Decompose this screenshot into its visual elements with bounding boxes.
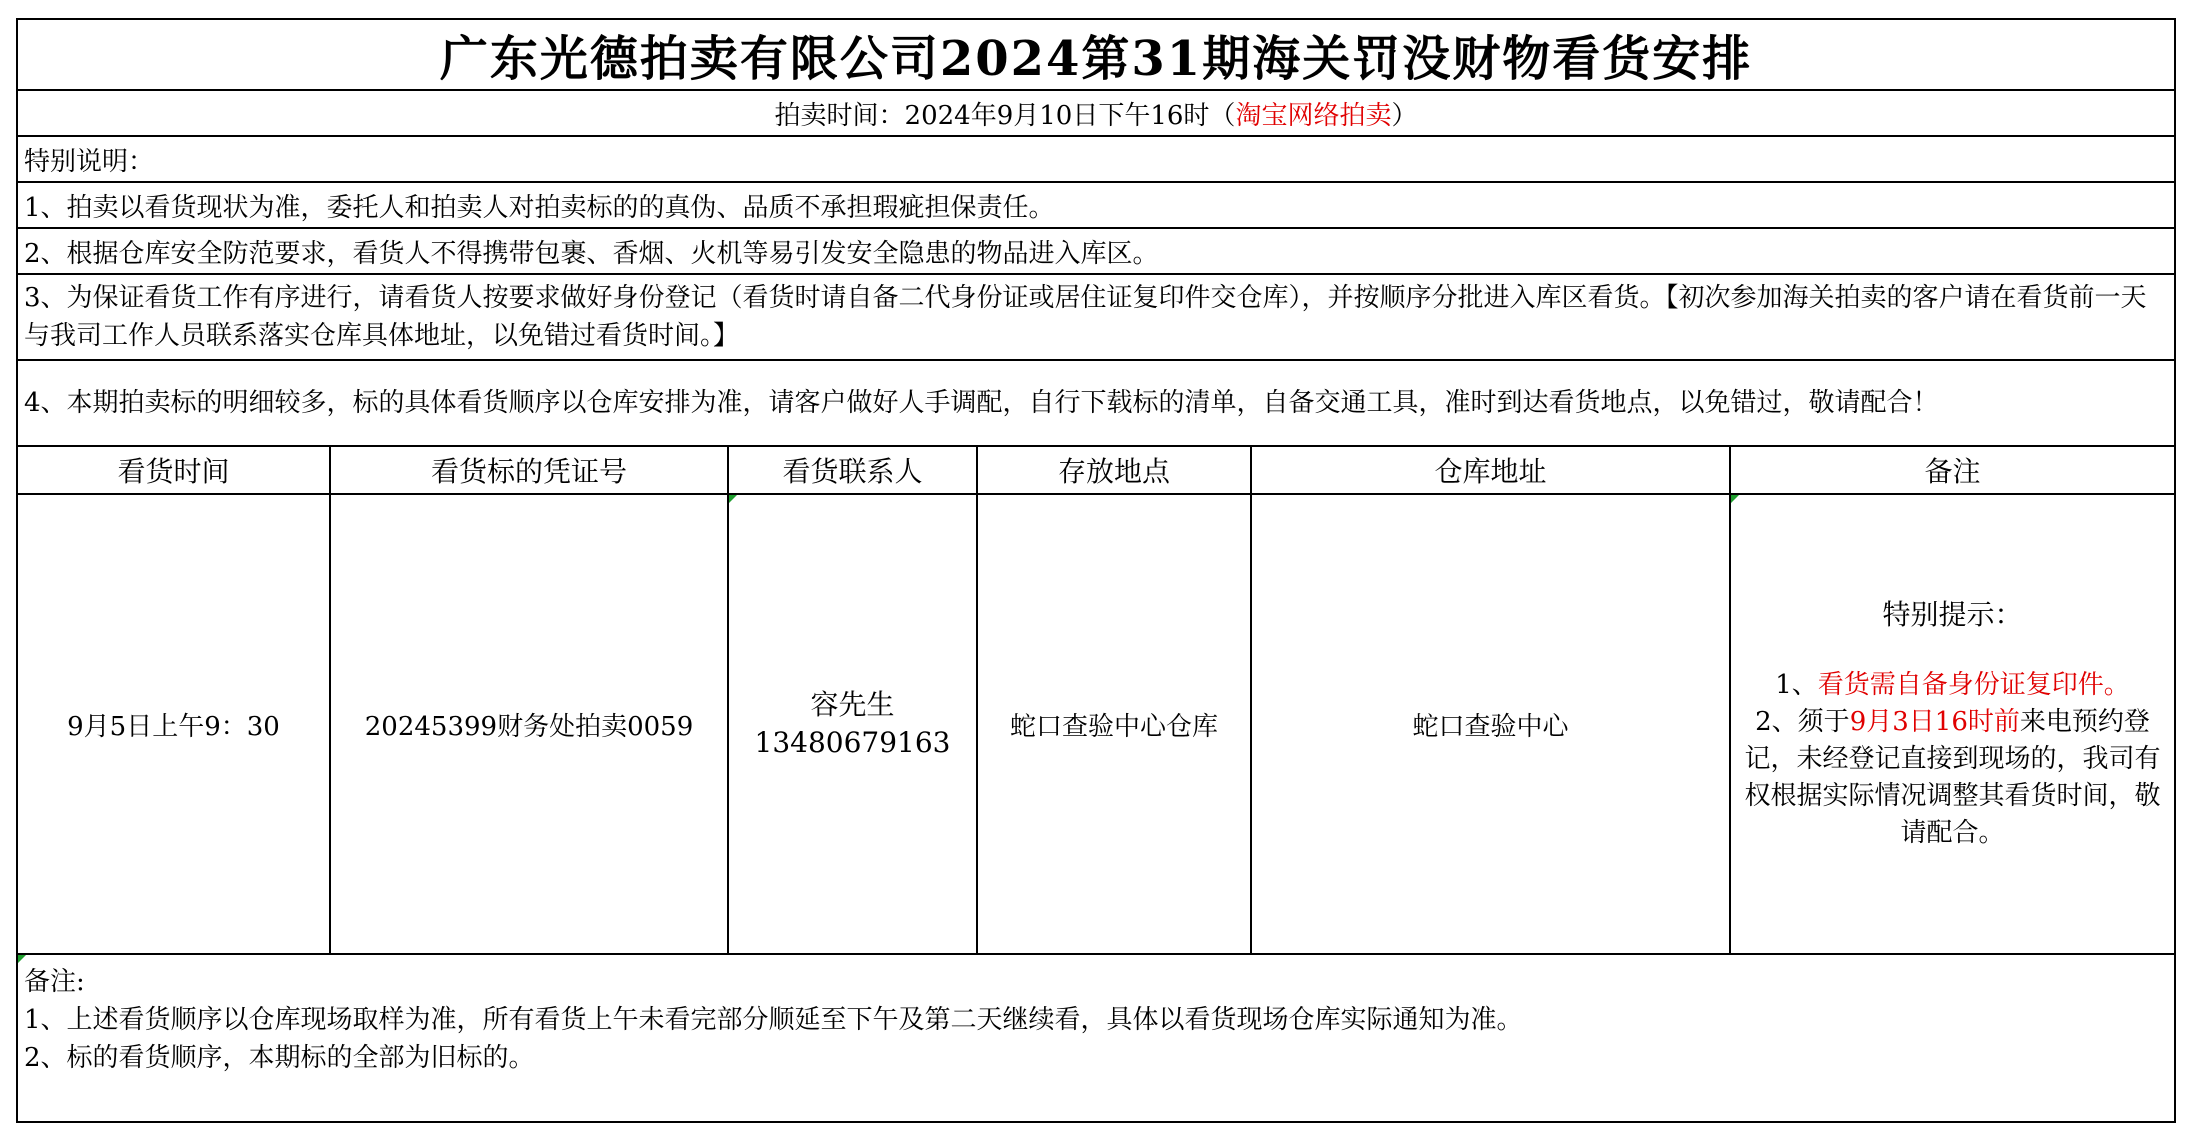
note-item-1: 1、拍卖以看货现状为准，委托人和拍卖人对拍卖标的的真伪、品质不承担瑕疵担保责任。 bbox=[17, 182, 2175, 228]
header-address: 仓库地址 bbox=[1251, 446, 1730, 494]
notes-heading: 特别说明： bbox=[17, 136, 2175, 182]
comment-marker-icon bbox=[18, 955, 26, 963]
header-view-time: 看货时间 bbox=[17, 446, 330, 494]
comment-marker-icon bbox=[1731, 495, 1739, 503]
remark-line-1-prefix: 1、 bbox=[1775, 670, 1818, 700]
table-row bbox=[17, 494, 2175, 954]
page-title: 广东光德拍卖有限公司2024第31期海关罚没财物看货安排 bbox=[17, 19, 2175, 90]
auction-platform: 淘宝网络拍卖 bbox=[1235, 100, 1392, 131]
footer-notes bbox=[17, 954, 2175, 1122]
auction-time-prefix: 拍卖时间：2024年9月10日下午16时（ bbox=[774, 100, 1236, 131]
header-voucher: 看货标的凭证号 bbox=[330, 446, 728, 494]
remark-tip: 特别提示： bbox=[1882, 598, 2023, 631]
footer-item-2: 2、标的看货顺序，本期标的全部为旧标的。 bbox=[24, 1043, 535, 1073]
cell-location: 蛇口查验中心仓库 bbox=[977, 494, 1251, 954]
contact-phone: 13480679163 bbox=[754, 726, 951, 759]
cell-contact bbox=[728, 494, 977, 954]
header-contact: 看货联系人 bbox=[728, 446, 977, 494]
remark-line-1 bbox=[1741, 667, 2164, 704]
cell-remark bbox=[1730, 494, 2175, 954]
footer-item-1: 1、上述看货顺序以仓库现场取样为准，所有看货上午未看完部分顺延至下午及第二天继续看，具体以看货现场仓库实际通知为准。 bbox=[24, 1005, 1523, 1035]
header-remark: 备注 bbox=[1730, 446, 2175, 494]
comment-marker-icon bbox=[729, 495, 737, 503]
spreadsheet bbox=[16, 18, 2174, 1123]
remark-line-2-suffix: 来电预约登记，未经登记直接到现场的，我司有权根据实际情况调整其看货时间，敬请配合。 bbox=[1744, 707, 2161, 848]
remark-line-2-highlight: 9月3日16时前 bbox=[1849, 707, 2020, 737]
auction-time bbox=[17, 90, 2175, 136]
auction-time-suffix: ） bbox=[1391, 100, 1418, 131]
note-item-3: 3、为保证看货工作有序进行，请看货人按要求做好身份登记（看货时请自备二代身份证或居住证复印件交仓库），并按顺序分批进入库区看货。【初次参加海关拍卖的客户请在看货前一天与我司工作人员联系落实仓库具体地址，以免错过看货时间。】 bbox=[17, 274, 2175, 360]
contact-name: 容先生 bbox=[810, 688, 895, 721]
cell-voucher: 20245399财务处拍卖0059 bbox=[330, 494, 728, 954]
remark-line-1-highlight: 看货需自备身份证复印件。 bbox=[1817, 670, 2130, 700]
cell-address: 蛇口查验中心 bbox=[1251, 494, 1730, 954]
remark-line-2 bbox=[1741, 704, 2164, 852]
header-location: 存放地点 bbox=[977, 446, 1251, 494]
remark-line-2-prefix: 2、须于 bbox=[1755, 707, 1850, 737]
note-item-4: 4、本期拍卖标的明细较多，标的具体看货顺序以仓库安排为准，请客户做好人手调配，自行下载标的清单，自备交通工具，准时到达看货地点，以免错过，敬请配合！ bbox=[17, 360, 2175, 446]
footer-heading: 备注: bbox=[24, 967, 85, 997]
arrangement-table bbox=[16, 18, 2176, 1123]
cell-view-time: 9月5日上午9：30 bbox=[17, 494, 330, 954]
note-item-2: 2、根据仓库安全防范要求，看货人不得携带包裹、香烟、火机等易引发安全隐患的物品进入库区。 bbox=[17, 228, 2175, 274]
